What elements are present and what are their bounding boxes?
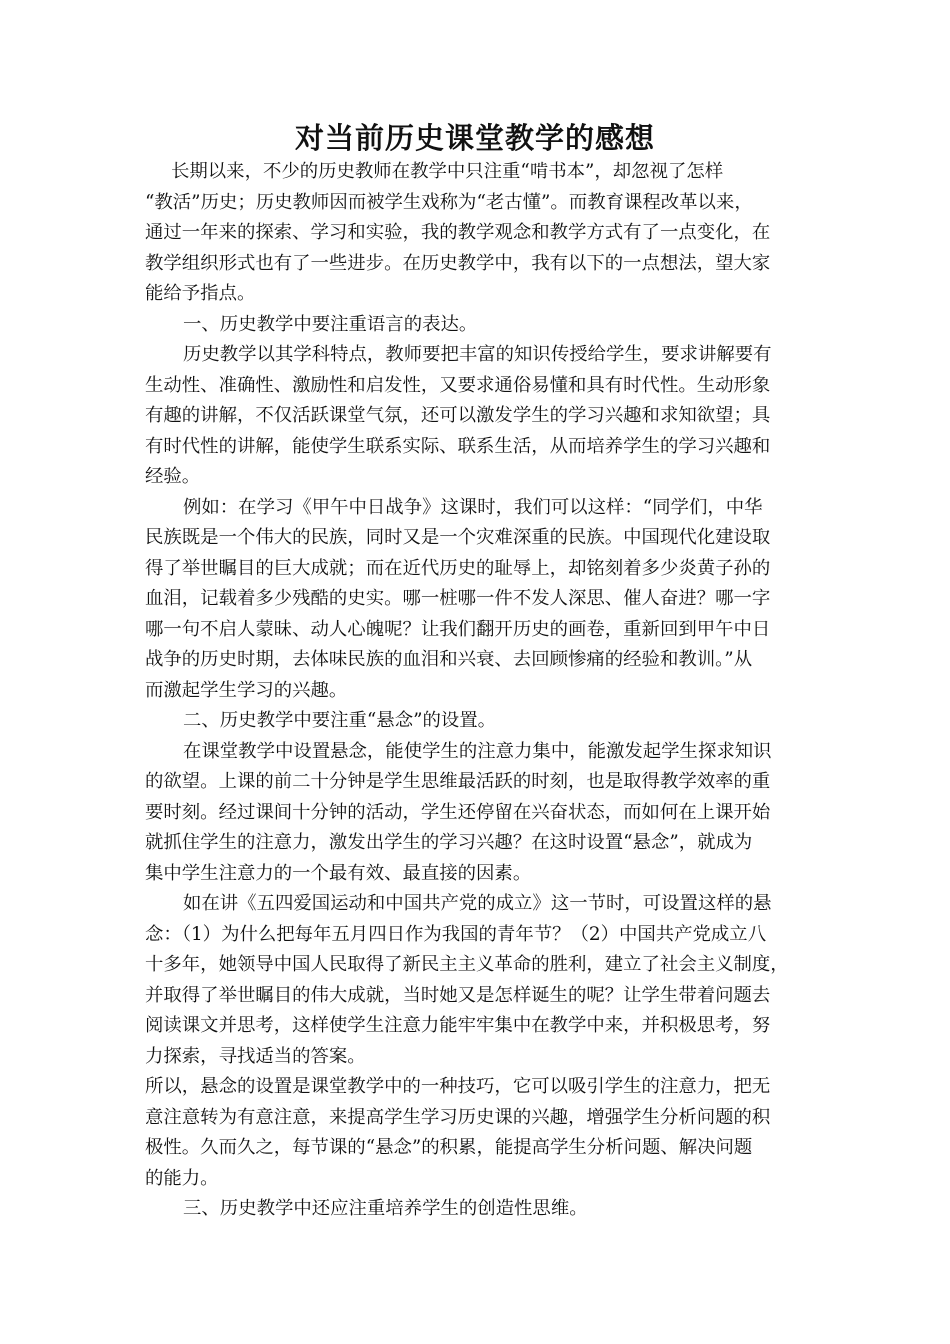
text-line: 通过一年来的探索、学习和实验，我的教学观念和教学方式有了一点变化，在 [145,222,771,243]
document-body [145,157,810,1225]
text-line: 例如：在学习《甲午中日战争》这课时，我们可以这样：“同学们，中华 [183,496,763,518]
text-line: 要时刻。经过课间十分钟的活动，学生还停留在兴奋状态，而如何在上课开始 [145,801,771,823]
text-line: 并取得了举世瞩目的伟大成就，当时她又是怎样诞生的呢？让学生带着问题去 [145,984,771,1006]
text-line: 生动性、准确性、激励性和启发性，又要求通俗易懂和具有时代性。生动形象 [145,374,771,396]
document-title: 对当前历史课堂教学的感想 [294,121,655,155]
text-line: 集中学生注意力的一个最有效、最直接的因素。 [145,862,532,884]
text-line: 得了举世瞩目的巨大成就；而在近代历史的耻辱上，却铭刻着多少炎黄子孙的 [145,557,771,579]
text-line: 民族既是一个伟大的民族，同时又是一个灾难深重的民族。中国现代化建设取 [145,527,771,548]
text-line: 如在讲《五四爱国运动和中国共产党的成立》这一节时，可设置这样的悬 [183,893,772,914]
text-line: 阅读课文并思考，这样使学生注意力能牢牢集中在教学中来，并积极思考，努 [145,1015,771,1036]
text-line: 教学组织形式也有了一些进步。在历史教学中，我有以下的一点想法，望大家 [145,252,771,274]
text-line: 一、历史教学中要注重语言的表达。 [183,313,478,335]
text-line: 战争的历史时期，去体味民族的血泪和兴衰、去回顾惨痛的经验和教训。”从 [145,649,753,670]
text-line: 的欲望。上课的前二十分钟是学生思维最活跃的时刻，也是取得教学效率的重 [145,771,771,792]
text-line: 的能力。 [145,1167,219,1189]
text-line: 有趣的讲解，不仅活跃课堂气氛，还可以激发学生的学习兴趣和求知欲望；具 [145,405,771,426]
text-line: 在课堂教学中设置悬念，能使学生的注意力集中，能激发起学生探求知识 [183,740,772,762]
text-line: 经验。 [145,466,201,487]
text-line: 十多年，她领导中国人民取得了新民主主义革命的胜利，建立了社会主义制度， [145,954,789,975]
text-line: 就抓住学生的注意力，激发出学生的学习兴趣？在这时设置“悬念”，就成为 [145,832,753,853]
text-line: 血泪，记载着多少残酷的史实。哪一桩哪一件不发人深思、催人奋进？哪一字 [145,588,771,609]
text-line: 二、历史教学中要注重“悬念”的设置。 [183,710,497,731]
text-line: 历史教学以其学科特点，教师要把丰富的知识传授给学生，要求讲解要有 [183,344,772,365]
text-line: 哪一句不启人蒙昧、动人心魄呢？让我们翻开历史的画卷，重新回到甲午中日 [145,618,771,640]
text-line: 能给予指点。 [145,283,256,304]
text-line: 有时代性的讲解，能使学生联系实际、联系生活，从而培养学生的学习兴趣和 [145,435,771,457]
text-line: 极性。久而久之，每节课的“悬念”的积累，能提高学生分析问题、解决问题 [145,1137,753,1158]
text-line: 力探索，寻找适当的答案。 [145,1045,366,1067]
text-line: 意注意转为有意注意，来提高学生学习历史课的兴趣，增强学生分析问题的积 [145,1106,771,1128]
text-line: 所以，悬念的设置是课堂教学中的一种技巧，它可以吸引学生的注意力，把无 [145,1076,771,1097]
text-line: 念：（1）为什么把每年五月四日作为我国的青年节？（2）中国共产党成立八 [145,923,767,945]
text-line: “教活”历史；历史教师因而被学生戏称为“老古懂”。而教育课程改革以来， [145,191,753,213]
text-line: 三、历史教学中还应注重培养学生的创造性思维。 [183,1198,588,1219]
text-line: 长期以来，不少的历史教师在教学中只注重“啃书本”，却忽视了怎样 [171,161,724,182]
text-line: 而激起学生学习的兴趣。 [145,679,348,701]
